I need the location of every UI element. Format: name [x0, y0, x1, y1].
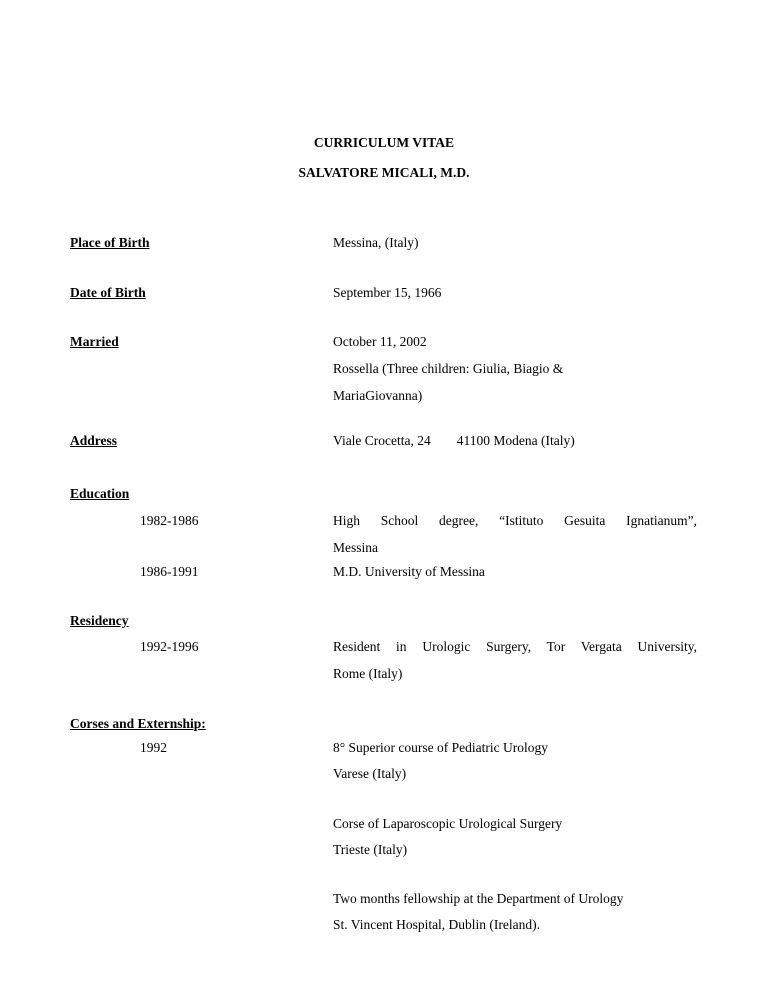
date-of-birth-label: Date of Birth	[70, 285, 146, 300]
courses-heading: Corses and Externship:	[70, 716, 206, 731]
residency-years-1: 1992-1996	[140, 639, 199, 654]
education-item-1-line1: High School degree, “Istituto Gesuita Ignatianum”,	[333, 513, 697, 528]
education-years-1: 1982-1986	[140, 513, 199, 528]
course-2-line2: Trieste (Italy)	[333, 842, 408, 857]
residency-heading: Residency	[70, 613, 129, 628]
address-label: Address	[70, 433, 118, 448]
course-1-line1: 8° Superior course of Pediatric Urology	[333, 740, 548, 755]
place-of-birth-value: Messina, (Italy)	[333, 235, 419, 250]
course-3-line1: Two months fellowship at the Department of Urology	[333, 891, 624, 906]
education-heading: Education	[70, 486, 130, 501]
address-city: 41100 Modena (Italy)	[456, 433, 575, 448]
course-2-line1: Corse of Laparoscopic Urological Surgery	[333, 816, 563, 831]
course-1-line2: Varese (Italy)	[333, 766, 407, 781]
document-title: CURRICULUM VITAE	[313, 135, 455, 150]
address-value	[333, 434, 575, 448]
education-item-1-line2: Messina	[333, 540, 378, 555]
residency-item-1-line1: Resident in Urologic Surgery, Tor Vergata University,	[333, 639, 697, 654]
married-spouse-line1: Rossella (Three children: Giulia, Biagio &	[333, 361, 564, 376]
residency-item-1-line2: Rome (Italy)	[333, 666, 403, 681]
education-years-2: 1986-1991	[140, 564, 199, 579]
courses-year: 1992	[140, 740, 167, 755]
married-spouse-line2: MariaGiovanna)	[333, 388, 423, 403]
date-of-birth-value: September 15, 1966	[333, 285, 442, 300]
place-of-birth-label: Place of Birth	[70, 235, 150, 250]
married-label: Married	[70, 334, 119, 349]
person-name: SALVATORE MICALI, M.D.	[298, 165, 470, 180]
education-item-2-line1: M.D. University of Messina	[333, 564, 485, 579]
married-date: October 11, 2002	[333, 334, 427, 349]
address-street: Viale Crocetta, 24	[333, 433, 431, 448]
course-3-line2: St. Vincent Hospital, Dublin (Ireland).	[333, 917, 541, 932]
